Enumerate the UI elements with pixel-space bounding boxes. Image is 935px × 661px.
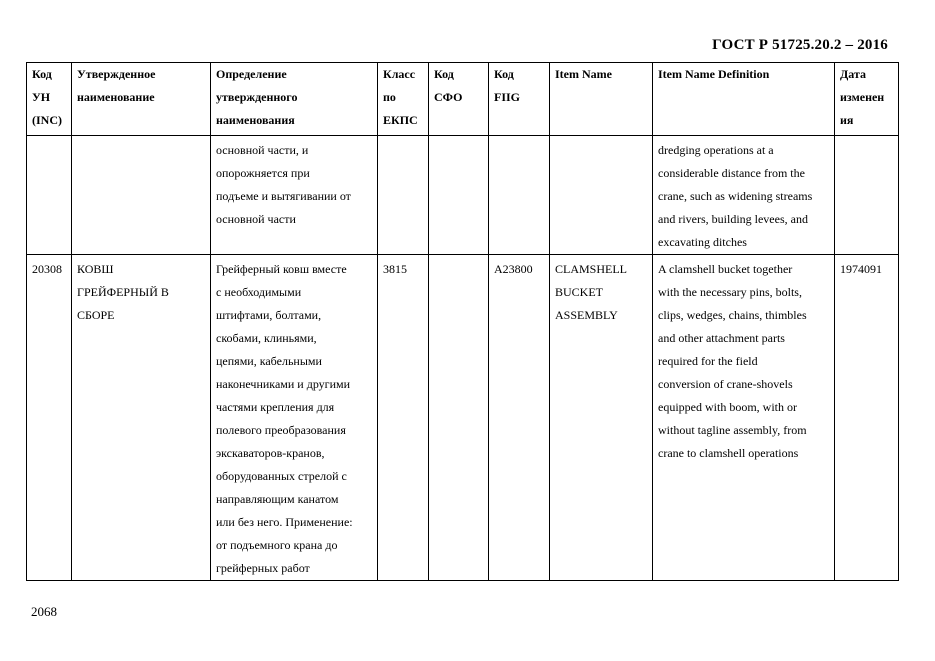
- header-line: Дата: [840, 67, 866, 81]
- class-cell: [378, 255, 429, 581]
- cell-line: грейферных работ: [216, 561, 310, 575]
- cell-line: Грейферный ковш вместе: [216, 262, 347, 276]
- header-line: Item Name: [555, 67, 612, 81]
- fiig-cell: [489, 255, 550, 581]
- date-cell: [835, 136, 899, 255]
- header-sfo: [429, 63, 489, 136]
- definition-ru-cell: [211, 255, 378, 581]
- cell-line: частями крепления для: [216, 400, 335, 414]
- header-line: наименования: [216, 113, 295, 127]
- date-cell: [835, 255, 899, 581]
- cell-line: required for the field: [658, 354, 758, 368]
- cell-line: clips, wedges, chains, thimbles: [658, 308, 807, 322]
- header-line: утвержденного: [216, 90, 298, 104]
- cell-line: considerable distance from the: [658, 166, 805, 180]
- header-date: [835, 63, 899, 136]
- header-line: УН: [32, 90, 51, 104]
- cell-line: опорожняется при: [216, 166, 310, 180]
- table-row: [27, 255, 899, 581]
- cell-line: 20308: [32, 262, 62, 276]
- cell-line: оборудованных стрелой с: [216, 469, 347, 483]
- cell-line: 3815: [383, 262, 407, 276]
- cell-line: с необходимыми: [216, 285, 302, 299]
- cell-line: направляющим канатом: [216, 492, 339, 506]
- cell-line: A clamshell bucket together: [658, 262, 793, 276]
- class-cell: [378, 136, 429, 255]
- fiig-cell: [489, 136, 550, 255]
- approved-name-cell: [72, 255, 211, 581]
- cell-line: equipped with boom, with or: [658, 400, 797, 414]
- table-row: [27, 136, 899, 255]
- cell-line: ASSEMBLY: [555, 308, 618, 322]
- cell-line: экскаваторов-кранов,: [216, 446, 325, 460]
- cell-line: ГРЕЙФЕРНЫЙ В: [77, 285, 169, 299]
- document-header: ГОСТ Р 51725.20.2 – 2016: [712, 37, 888, 53]
- cell-line: наконечниками и другими: [216, 377, 351, 391]
- header-line: СФО: [434, 90, 463, 104]
- cell-line: with the necessary pins, bolts,: [658, 285, 802, 299]
- catalog-table: [26, 62, 899, 581]
- header-line: Определение: [216, 67, 287, 81]
- header-inc: [27, 63, 72, 136]
- cell-line: скобами, клиньями,: [216, 331, 317, 345]
- cell-line: КОВШ: [77, 262, 114, 276]
- header-line: Код: [32, 67, 52, 81]
- cell-line: dredging operations at a: [658, 143, 774, 157]
- header-line: Item Name Definition: [658, 67, 770, 81]
- item-name-cell: [550, 136, 653, 255]
- header-line: FIIG: [494, 90, 521, 104]
- table-header-row: [27, 63, 899, 136]
- cell-line: CLAMSHELL: [555, 262, 627, 276]
- cell-line: цепями, кабельными: [216, 354, 322, 368]
- header-fiig: [489, 63, 550, 136]
- definition-ru-cell: [211, 136, 378, 255]
- cell-line: основной части, и: [216, 143, 309, 157]
- approved-name-cell: [72, 136, 211, 255]
- cell-line: или без него. Применение:: [216, 515, 353, 529]
- header-line: наименование: [77, 90, 155, 104]
- cell-line: СБОРЕ: [77, 308, 115, 322]
- cell-line: 1974091: [840, 262, 882, 276]
- cell-line: подъеме и вытягивании от: [216, 189, 351, 203]
- sfo-cell: [429, 136, 489, 255]
- item-name-cell: [550, 255, 653, 581]
- header-line: (INC): [32, 113, 62, 127]
- header-line: ЕКПС: [383, 113, 418, 127]
- definition-en-cell: [653, 136, 835, 255]
- header-definition-ru: [211, 63, 378, 136]
- cell-line: от подъемного крана до: [216, 538, 338, 552]
- header-approved-name: [72, 63, 211, 136]
- header-class: [378, 63, 429, 136]
- header-line: Код: [494, 67, 514, 81]
- cell-line: A23800: [494, 262, 533, 276]
- cell-line: BUCKET: [555, 285, 603, 299]
- header-definition-en: [653, 63, 835, 136]
- cell-line: excavating ditches: [658, 235, 747, 249]
- header-line: изменен: [840, 90, 885, 104]
- header-line: ия: [840, 113, 854, 127]
- page-number: 2068: [31, 604, 57, 619]
- header-line: Утвержденное: [77, 67, 156, 81]
- cell-line: and rivers, building levees, and: [658, 212, 808, 226]
- header-line: Код: [434, 67, 454, 81]
- header-line: по: [383, 90, 396, 104]
- cell-line: основной части: [216, 212, 296, 226]
- inc-cell: [27, 136, 72, 255]
- cell-line: conversion of crane-shovels: [658, 377, 793, 391]
- cell-line: and other attachment parts: [658, 331, 785, 345]
- header-line: Класс: [383, 67, 416, 81]
- inc-cell: [27, 255, 72, 581]
- header-item-name: [550, 63, 653, 136]
- cell-line: полевого преобразования: [216, 423, 346, 437]
- definition-en-cell: [653, 255, 835, 581]
- cell-line: without tagline assembly, from: [658, 423, 807, 437]
- cell-line: штифтами, болтами,: [216, 308, 322, 322]
- cell-line: crane to clamshell operations: [658, 446, 799, 460]
- sfo-cell: [429, 255, 489, 581]
- cell-line: crane, such as widening streams: [658, 189, 813, 203]
